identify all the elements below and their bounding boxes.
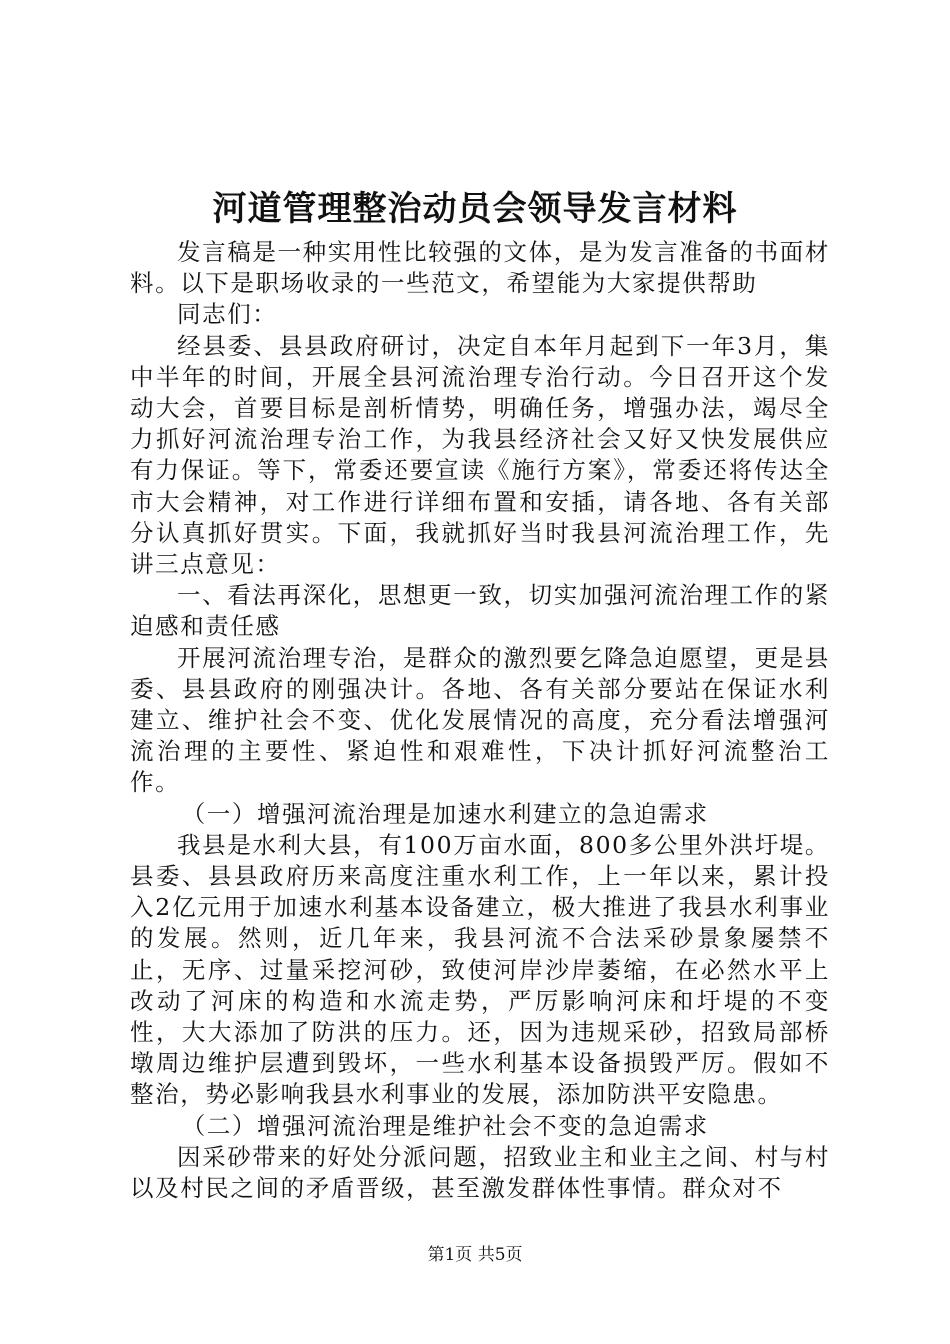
paragraph-subsection-2: 因采砂带来的好处分派问题，招致业主和业主之间、村与村以及村民之间的矛盾晋级，甚至激发群体性事情。群众对不 xyxy=(130,1142,830,1203)
document-body xyxy=(130,237,830,1204)
paragraph-section-1: 开展河流治理专治，是群众的激烈要乞降急迫愿望，更是县委、县县政府的刚强决计。各地、各有关部分要站在保证水利建立、维护社会不变、优化发展情况的高度，充分看法增强河流治理的主要性、紧迫性和艰难性，下决计抓好河流整治工作。 xyxy=(130,643,830,797)
salutation: 同志们： xyxy=(177,300,278,329)
paragraph-subsection-1: 我县是水利大县，有100万亩水面，800多公里外洪圩堤。县委、县县政府历来高度注重水利工作，上一年以来，累计投入2亿元用于加速水利基本设备建立，极大推进了我县水利事业的发展。然则，近几年来，我县河流不合法采砂景象屡禁不止，无序、过量采挖河砂，致使河岸沙岸萎缩，在必然水平上改动了河床的构造和水流走势，严厉影响河床和圩堤的不变性，大大添加了防洪的压力。还，因为违规采砂，招致局部桥墩周边维护层遭到毁坏，一些水利基本设备损毁严厉。假如不整治，势必影响我县水利事业的发展，添加防洪平安隐患。 xyxy=(130,830,830,1109)
document-title: 河道管理整治动员会领导发言材料 xyxy=(212,189,738,229)
paragraph-opening: 经县委、县县政府研讨，决定自本年月起到下一年3月，集中半年的时间，开展全县河流治理专治行动。今日召开这个发动大会，首要目标是剖析情势，明确任务，增强办法，竭尽全力抓好河流治理专治工作，为我县经济社会又好又快发展供应有力保证。等下，常委还要宣读《施行方案》，常委还将传达全市大会精神，对工作进行详细布置和安插，请各地、各有关部分认真抓好贯实。下面，我就抓好当时我县河流治理工作，先讲三点意见： xyxy=(130,331,830,579)
subheading-2: （二）增强河流治理是维护社会不变的急迫需求 xyxy=(181,1111,709,1140)
page-number-footer: 第1页 共5页 xyxy=(427,1245,523,1265)
subheading-1: （一）增强河流治理是加速水利建立的急迫需求 xyxy=(181,799,709,828)
section-heading-1: 一、看法再深化，思想更一致，切实加强河流治理工作的紧迫感和责任感 xyxy=(130,581,830,641)
intro-paragraph: 发言稿是一种实用性比较强的文体，是为发言准备的书面材料。以下是职场收录的一些范文，希望能为大家提供帮助 xyxy=(130,238,830,298)
